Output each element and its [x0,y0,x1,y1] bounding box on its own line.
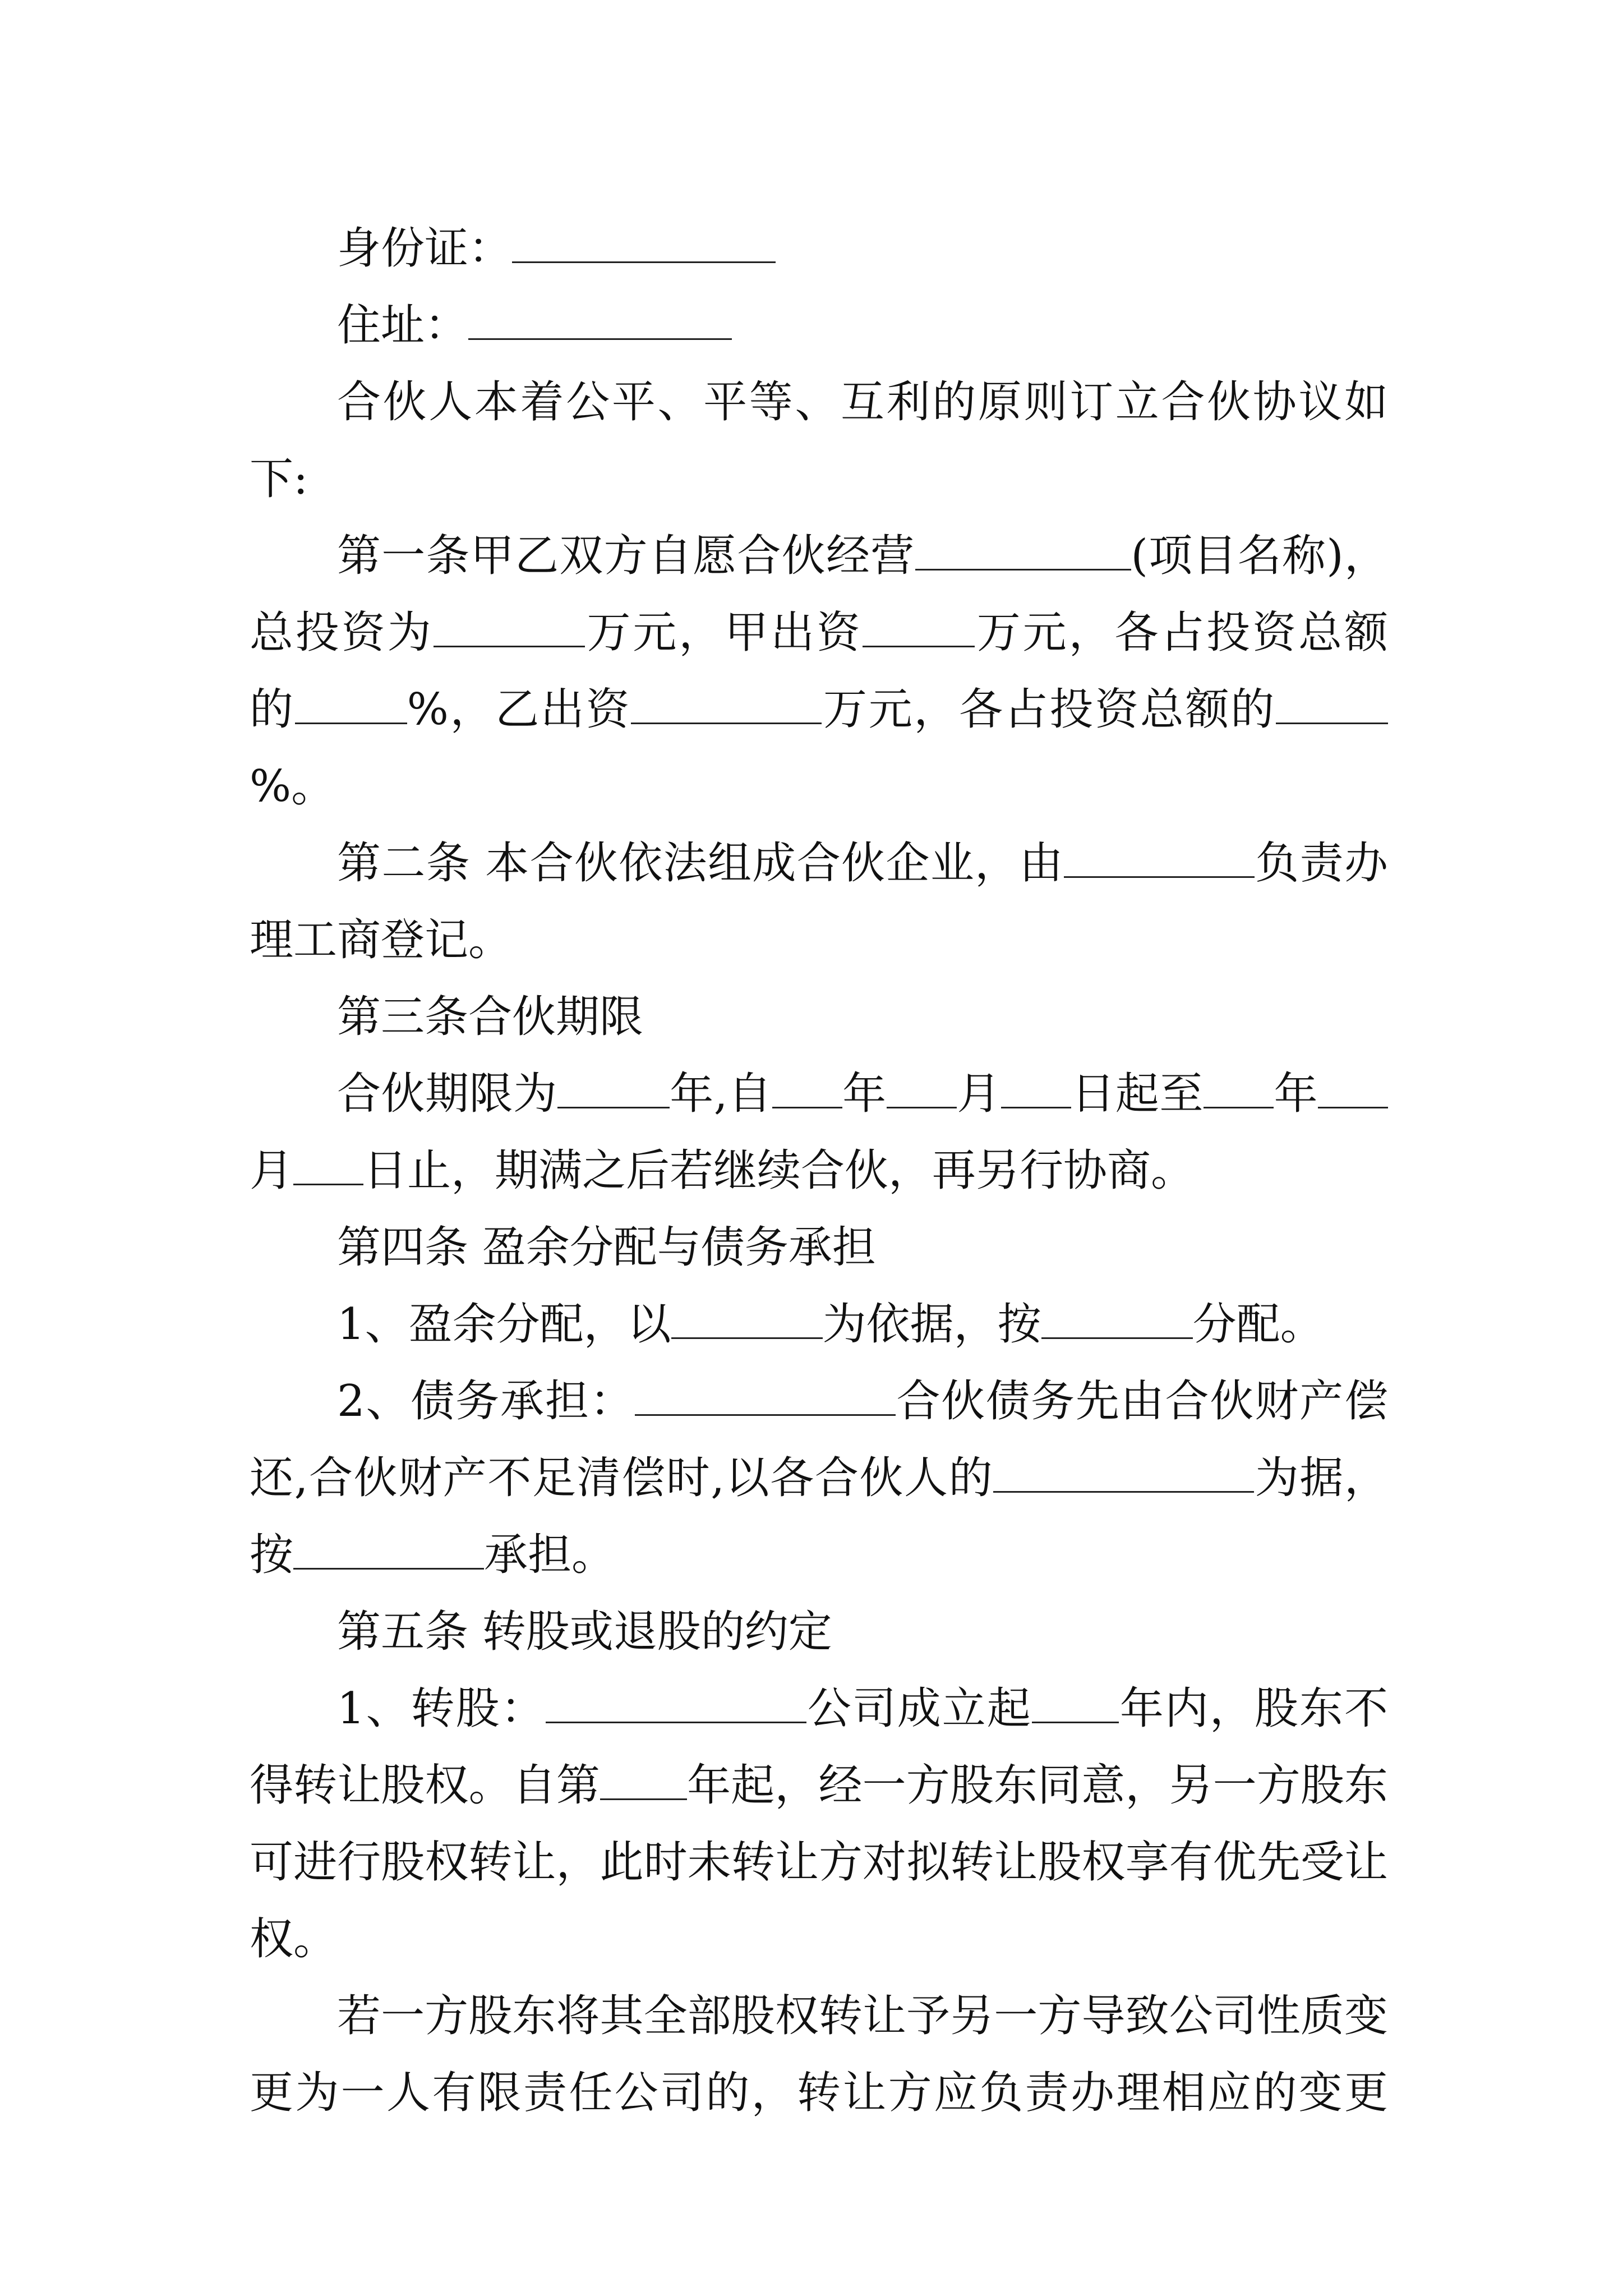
project-name-blank [915,533,1131,570]
text-segment: 公司成立起 [806,1683,1032,1734]
text-segment: 为依据，按 [822,1299,1041,1350]
text-segment: 年内，股东不得转让股权。自第 [250,1683,1388,1811]
text-segment: 年起，经一方股东同意，另一方股东可进行股权转让，此时未转让方对拟转让股权享有优先受让权。 [250,1760,1388,1964]
text-segment: 1、转股： [337,1683,546,1734]
article-three-heading [250,979,1388,1056]
address-line [250,287,1388,364]
id-card-blank [512,226,776,263]
id-card-line [250,210,1388,287]
share-transfer [250,1671,1388,1978]
text-segment: 月 [250,1145,294,1196]
total-investment-blank [434,610,585,647]
heading-text: 第三条合伙期限 [337,992,644,1042]
article-two [250,825,1388,979]
text-segment: %。 [250,761,335,812]
term-years-blank [557,1071,670,1108]
text-segment: 第二条 本合伙依法组成合伙企业，由 [337,838,1064,889]
end-year-blank [1204,1071,1274,1108]
text-segment: 负责办理工商登记。 [250,838,1388,965]
document-body [250,210,1388,2132]
profit-distribution [250,1286,1388,1363]
text-segment: 日止，期满之后若继续合伙，再另行协商。 [363,1145,1195,1196]
article-one [250,518,1388,825]
end-day-blank [293,1148,363,1185]
start-month-blank [887,1071,957,1108]
agreement-intro [250,364,1388,518]
end-month-blank [1318,1071,1388,1108]
transfer-start-year-blank [600,1763,687,1800]
party-a-investment-blank [863,610,975,647]
article-five-heading [250,1594,1388,1671]
text-segment: 年 [842,1069,887,1119]
text-segment: 年 [1273,1069,1318,1119]
lockup-years-blank [1032,1686,1119,1723]
text-segment: 万元，各占投资总额的 [822,684,1276,735]
text-segment: 月 [956,1069,1001,1119]
text-segment: 第一条甲乙双方自愿合伙经营 [337,531,915,581]
article-four-heading [250,1209,1388,1286]
start-day-blank [1001,1071,1071,1108]
text-segment: 分配。 [1192,1299,1324,1350]
text-segment: 合伙债务先由合伙财产偿还,合伙财产不足清偿时,以各合伙人的 [250,1376,1388,1503]
text-segment: 1、盈余分配，以 [337,1299,671,1350]
id-card-label: 身份证： [337,223,513,274]
party-b-percent-blank [1276,687,1388,724]
debt-basis-blank [993,1455,1254,1493]
text-segment: 年,自 [669,1069,772,1119]
full-transfer-clause [250,1978,1388,2132]
text-segment: 合伙期限为 [337,1069,557,1119]
intro-text: 合伙人本着公平、平等、互利的原则订立合伙协议如下: [250,377,1388,504]
address-blank [468,302,732,340]
text-segment: 万元，各占投资总额的 [250,608,1388,735]
heading-text: 第四条 盈余分配与债务承担 [337,1222,876,1273]
text-segment: (项目名称)，总投资为 [250,531,1388,658]
start-year-blank [772,1071,842,1108]
address-label: 住址： [337,300,469,351]
heading-text: 第五条 转股或退股的约定 [337,1607,832,1657]
debt-terms-blank [635,1378,896,1416]
text-segment: %，乙出资 [407,684,631,735]
profit-basis-blank [671,1301,823,1339]
partnership-term [250,1056,1388,1209]
registrant-blank [1064,840,1255,878]
profit-method-blank [1041,1301,1193,1339]
debt-assumption [250,1363,1388,1594]
party-a-percent-blank [295,687,407,724]
text-segment: 承担。 [484,1530,616,1580]
debt-method-blank [293,1532,484,1570]
party-b-investment-blank [631,687,822,724]
text-segment: 为据，按 [250,1453,1388,1580]
text-segment: 日起至 [1071,1069,1204,1119]
transfer-terms-blank [546,1686,806,1723]
text-segment: 万元，甲出资 [584,608,863,658]
text-segment: 2、债务承担： [337,1376,635,1427]
text-segment: 若一方股东将其全部股权转让予另一方导致公司性质变更为一人有限责任公司的，转让方应负责办理相应的变更 [250,1991,1388,2118]
